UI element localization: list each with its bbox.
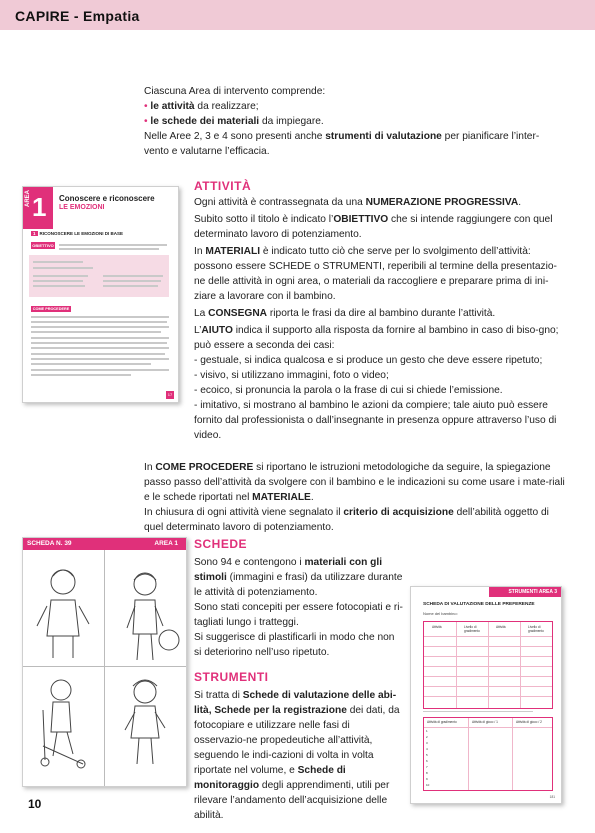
child-figure (41, 680, 85, 768)
activity-page-thumbnail (22, 186, 179, 403)
thumbnail-subtitle: LE EMOZIONI (59, 204, 105, 211)
bold-span: OBIETTIVO (333, 214, 389, 225)
row-number: 10 (426, 783, 430, 787)
child-name-label: Nome del bambino: (423, 611, 458, 616)
text-span: dei dati, da fotocopiare e utilizzare nelle fasi di osservazio-ne propedeutiche all’attività, seguendo le indi-cazioni di volta in volta riportate nel volume, e (194, 705, 400, 776)
bold-span: criterio di acquisizione (343, 507, 454, 518)
bold-span: Schede di monitoraggio (194, 765, 346, 791)
paragraph (194, 244, 566, 304)
form-title: SCHEDA DI VALUTAZIONE DELLE PREFERENZE (423, 602, 535, 607)
text-line (31, 363, 151, 365)
text-line (31, 326, 169, 328)
row-number: 7 (426, 765, 428, 769)
child-figure (125, 680, 165, 764)
come-procedere-body (144, 460, 566, 535)
activity-title-row (31, 231, 123, 236)
column-header: Attività di gradimento (427, 720, 457, 724)
scheda-area-label: AREA 1 (154, 540, 178, 547)
preferences-table (423, 621, 553, 709)
column-header: Attività di gioco / 2 (516, 720, 542, 724)
scheda-page-thumbnail (22, 537, 187, 787)
row-number: 5 (426, 753, 428, 757)
intro-item-text: da impiegare. (259, 116, 324, 127)
text-line (33, 285, 85, 287)
text-span: . (310, 492, 314, 503)
intro-item-bold: le attività (150, 101, 195, 112)
text-line (33, 261, 83, 263)
activity-number: 1 (33, 231, 36, 236)
column-header: Attività (496, 625, 506, 629)
text-span: Si tratta di (194, 690, 243, 701)
paragraph (194, 212, 566, 242)
table-line (424, 696, 552, 697)
text-span: (immagini e frasi) da utilizzare durante le attività di potenziamento. (194, 572, 403, 598)
text-span: Ogni attività è contrassegnata da una (194, 197, 366, 208)
bold-span: AIUTO (201, 325, 233, 336)
strumenti-area-label: STRUMENTI AREA 3 (508, 589, 557, 595)
objective-label: OBIETTIVO (32, 243, 54, 248)
text-line (31, 358, 169, 360)
intro-item-text: da realizzare; (194, 101, 259, 112)
text-span: dell’abilità oggetto di quel determinato lavoro di potenziamento. (144, 507, 549, 533)
thumbnail-title: Conoscere e riconoscere (59, 194, 155, 203)
text-line (31, 321, 167, 323)
bold-span: MATERIALI (205, 246, 261, 257)
text-span: che si intende raggiungere con quel determinato lavoro di potenziamento. (194, 214, 553, 240)
text-span: riporta le frasi da dire al bambino durante l’attività. (267, 308, 496, 319)
strumenti-page-thumbnail (410, 586, 562, 804)
area-word: AREA (25, 189, 31, 207)
text-span: degli apprendimenti, utili per rilevare l’andamento dell’acquisizione delle abilità. (194, 780, 390, 821)
text-span: L’ (194, 325, 202, 336)
text-span: indica il supporto alla risposta da fornire al bambino in caso di biso-gno; può essere a seconda dei casi: (194, 325, 559, 351)
intro-text (144, 84, 564, 159)
text-line (103, 280, 161, 282)
schede-heading: SCHEDE (194, 537, 248, 551)
text-line (33, 280, 83, 282)
text-line (31, 353, 165, 355)
footnote-line (423, 711, 533, 712)
text-span: Subito sotto il titolo è indicato l’ (194, 214, 334, 225)
text-line (31, 331, 161, 333)
bold-span: CONSEGNA (208, 308, 268, 319)
activity-title: RICONOSCERE LE EMOZIONI DI BASE (39, 231, 124, 236)
rating-table (423, 717, 553, 791)
table-line (424, 646, 552, 647)
list-item: - imitativo, si mostrano al bambino le azioni da compiere; tale aiuto può essere fornito dal professionista o dall’insegnante in presenza oppure attraverso l’uso di video. (194, 400, 557, 441)
intro-item-bold: le schede dei materiali (150, 116, 260, 127)
child-figure (127, 573, 179, 660)
child-figure (37, 570, 89, 658)
paragraph (194, 306, 566, 321)
row-number: 8 (426, 771, 428, 775)
table-line (424, 676, 552, 677)
intro-paragraph (144, 129, 564, 159)
bold-span: Schede di valutazione delle abi-lità, Schede per la registrazione (194, 690, 397, 716)
bold-span: COME PROCEDERE (155, 462, 254, 473)
text-line (33, 275, 88, 277)
row-number: 9 (426, 777, 428, 781)
intro-text-span: Nelle Aree 2, 3 e 4 sono presenti anche (144, 131, 326, 142)
list-item: - visivo, si utilizzano immagini, foto o video; (194, 370, 389, 381)
column-header: Livello di gradimento (464, 625, 480, 633)
column-header: Attività (432, 625, 442, 629)
strumenti-body (194, 688, 404, 823)
text-line (59, 248, 159, 250)
table-line (424, 686, 552, 687)
text-line (103, 285, 158, 287)
column-header: Attività di gioco / 1 (472, 720, 498, 724)
text-line (59, 244, 167, 246)
bold-span: materiali con gli stimoli (194, 557, 383, 583)
intro-bullet-item (144, 114, 564, 129)
thumbnail-page-number: 181 (549, 795, 555, 799)
table-line (424, 656, 552, 657)
intro-bold-span: strumenti di valutazione (325, 131, 442, 142)
text-span: si riportano le istruzioni metodologiche da seguire, la spiegazione passo passo dell’attività da svolgere con il bambino e le indicazioni su come usare i mate-riali e le schede riportati nel (144, 462, 565, 503)
text-span: Sono 94 e contengono i (194, 557, 305, 568)
text-span: In (144, 462, 156, 473)
row-number: 4 (426, 747, 428, 751)
bullet-icon: • (144, 116, 148, 127)
text-line (33, 267, 93, 269)
bullet-icon: • (144, 101, 148, 112)
schede-body (194, 555, 404, 660)
attivita-heading: ATTIVITÀ (194, 179, 252, 193)
thumbnail-page-number: 17 (167, 392, 173, 397)
text-span: è indicato tutto ciò che serve per lo svolgimento dell’attività: possono essere SCHEDE o STRUMENTI, reperibili al termine della presentazio-ne delle attività in ogni area, o materiali da raccogliere e preparare prima di ini-ziare a lavorare con il bambino. (194, 246, 557, 302)
intro-line: Ciascuna Area di intervento comprende: (144, 86, 326, 97)
list-item: - gestuale, si indica qualcosa e si produce un gesto che deve essere ripetuto; (194, 355, 543, 366)
text-span: In (194, 246, 206, 257)
paragraph (144, 505, 566, 535)
children-illustrations (23, 550, 186, 786)
text-line (31, 342, 167, 344)
intro-text-span: per pianificare l’inter-vento e valutarne l’efficacia. (144, 131, 540, 157)
paragraph (194, 323, 566, 353)
list-item: - ecoico, si pronuncia la parola o la frase di cui si chiede l’emissione. (194, 385, 503, 396)
table-line (468, 718, 469, 790)
row-number: 1 (426, 729, 428, 733)
text-span: La (194, 308, 209, 319)
table-line (512, 718, 513, 790)
paragraph (194, 555, 404, 600)
area-number: 1 (32, 192, 47, 222)
table-line (424, 727, 552, 728)
text-line (31, 347, 169, 349)
intro-bullet-item (144, 99, 564, 114)
text-line (103, 275, 163, 277)
paragraph (144, 460, 566, 505)
row-number: 2 (426, 735, 428, 739)
text-line (31, 369, 169, 371)
table-line (424, 636, 552, 637)
bold-span: MATERIALE (252, 492, 311, 503)
paragraph (194, 195, 566, 210)
text-line (31, 337, 169, 339)
strumenti-heading: STRUMENTI (194, 670, 269, 684)
page-header-title: CAPIRE - Empatia (15, 8, 140, 24)
row-number: 6 (426, 759, 428, 763)
row-number: 3 (426, 741, 428, 745)
area-badge (23, 187, 53, 229)
table-line (424, 666, 552, 667)
bold-span: NUMERAZIONE PROGRESSIVA (365, 197, 519, 208)
text-line (31, 374, 131, 376)
text-line (31, 316, 169, 318)
paragraph: Sono stati concepiti per essere fotocopiati e ri-tagliati lungo i tratteggi. (194, 602, 403, 628)
text-span: In chiusura di ogni attività viene segnalato il (144, 507, 344, 518)
column-header: Livello di gradimento (528, 625, 544, 633)
page-number: 10 (28, 797, 42, 811)
attivita-body (194, 195, 566, 443)
scheda-number-label: SCHEDA N. 39 (27, 540, 72, 547)
come-procedere-label: COME PROCEDERE (32, 307, 70, 311)
paragraph: Si suggerisce di plastificarli in modo che non si deteriorino nell’uso ripetuto. (194, 632, 395, 658)
text-span: . (518, 197, 522, 208)
